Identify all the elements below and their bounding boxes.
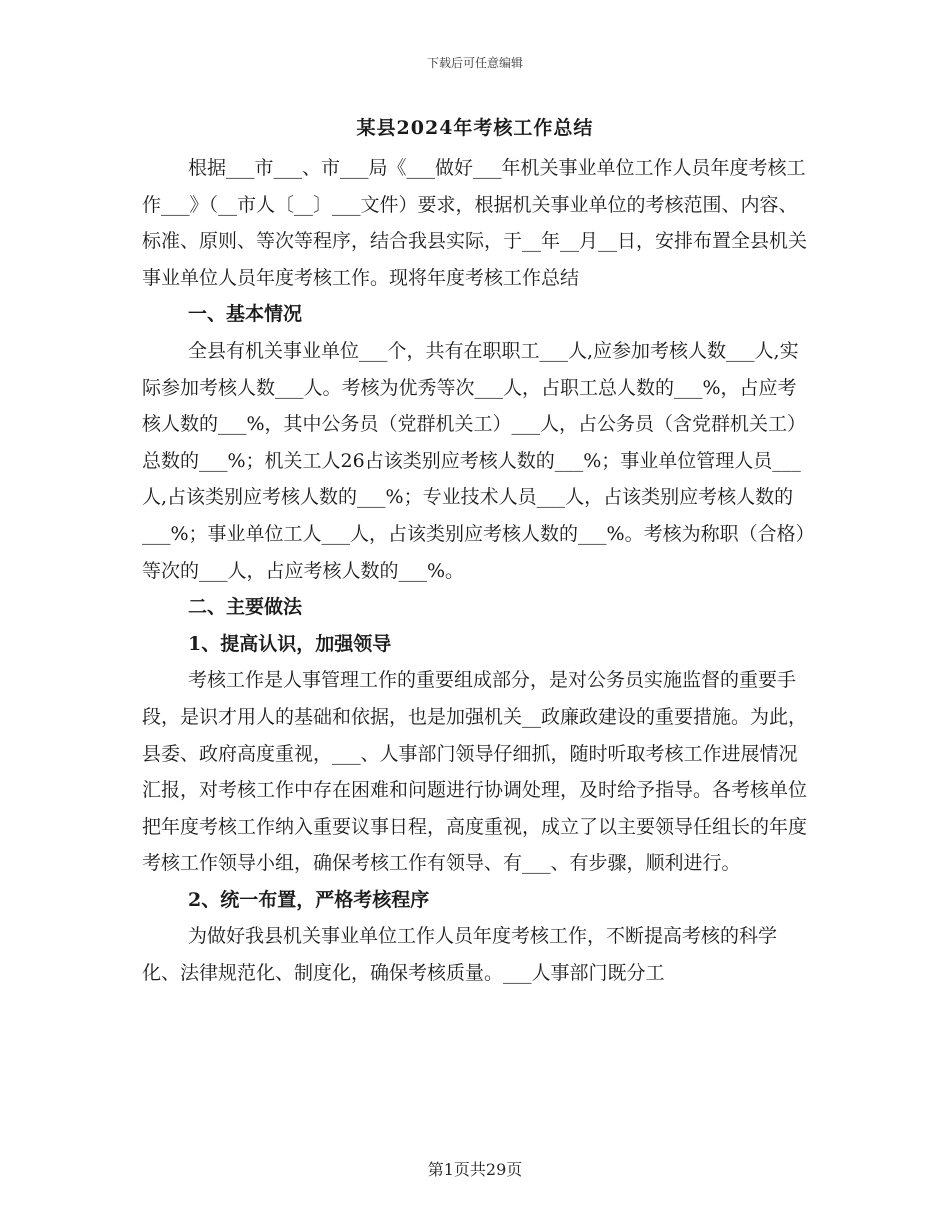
paragraph-procedure: 为做好我县机关事业单位工作人员年度考核工作，不断提高考核的科学化、法律规范化、制度化，确保考核质量。___人事部门既分工: [142, 925, 778, 985]
section-heading-basic: 一、基本情况: [188, 303, 303, 326]
document-title: 某县2024年考核工作总结: [356, 117, 594, 139]
section-heading-methods: 二、主要做法: [188, 596, 303, 619]
paragraph-leadership: 考核工作是人事管理工作的重要组成部分，是对公务员实施监督的重要手段，是识才用人的基础和依据，也是加强机关__政廉政建设的重要措施。为此，县委、政府高度重视，___、人事部门领导仔细抓，随时听取考核工作进展情况汇报，对考核工作中存在困难和问题进行协调处理，及时给予指导。各考核单位把年度考核工作纳入重要议事日程，高度重视，成立了以主要领导任组长的年度考核工作领导小组，确保考核工作有领导、有___、有步骤，顺利进行。: [142, 669, 808, 875]
header-note: 下载后可任意编辑: [426, 56, 523, 70]
document-body: [142, 150, 812, 992]
paragraph-intro: 根据___市___、市___局《___做好___年机关事业单位工作人员年度考核工作___》（__市人〔__〕___文件）要求，根据机关事业单位的考核范围、内容、标准、原则、等次等程序，结合我县实际，于__年__月__日，安排布置全县机关事业单位人员年度考核工作。现将年度考核工作总结: [142, 157, 808, 289]
page-footer: 第1页共29页: [427, 1160, 523, 1179]
subsection-heading-1: 1、提高认识，加强领导: [188, 632, 392, 655]
paragraph-basic-situation: 全县有机关事业单位___个，共有在职职工___人,应参加考核人数___人,实际参加考核人数___人。考核为优秀等次___人，占职工总人数的___%，占应考核人数的___%，其中公务员（党群机关工）___人，占公务员（含党群机关工）总数的___%；机关工人26占该类别应考核人数的___%；事业单位管理人员___人,占该类别应考核人数的___%；专业技术人员___人，占该类别应考核人数的___%；事业单位工人___人，占该类别应考核人数的___%。考核为称职（合格）等次的___人，占应考核人数的___%。: [142, 339, 807, 582]
subsection-heading-2: 2、统一布置，严格考核程序: [188, 888, 430, 911]
